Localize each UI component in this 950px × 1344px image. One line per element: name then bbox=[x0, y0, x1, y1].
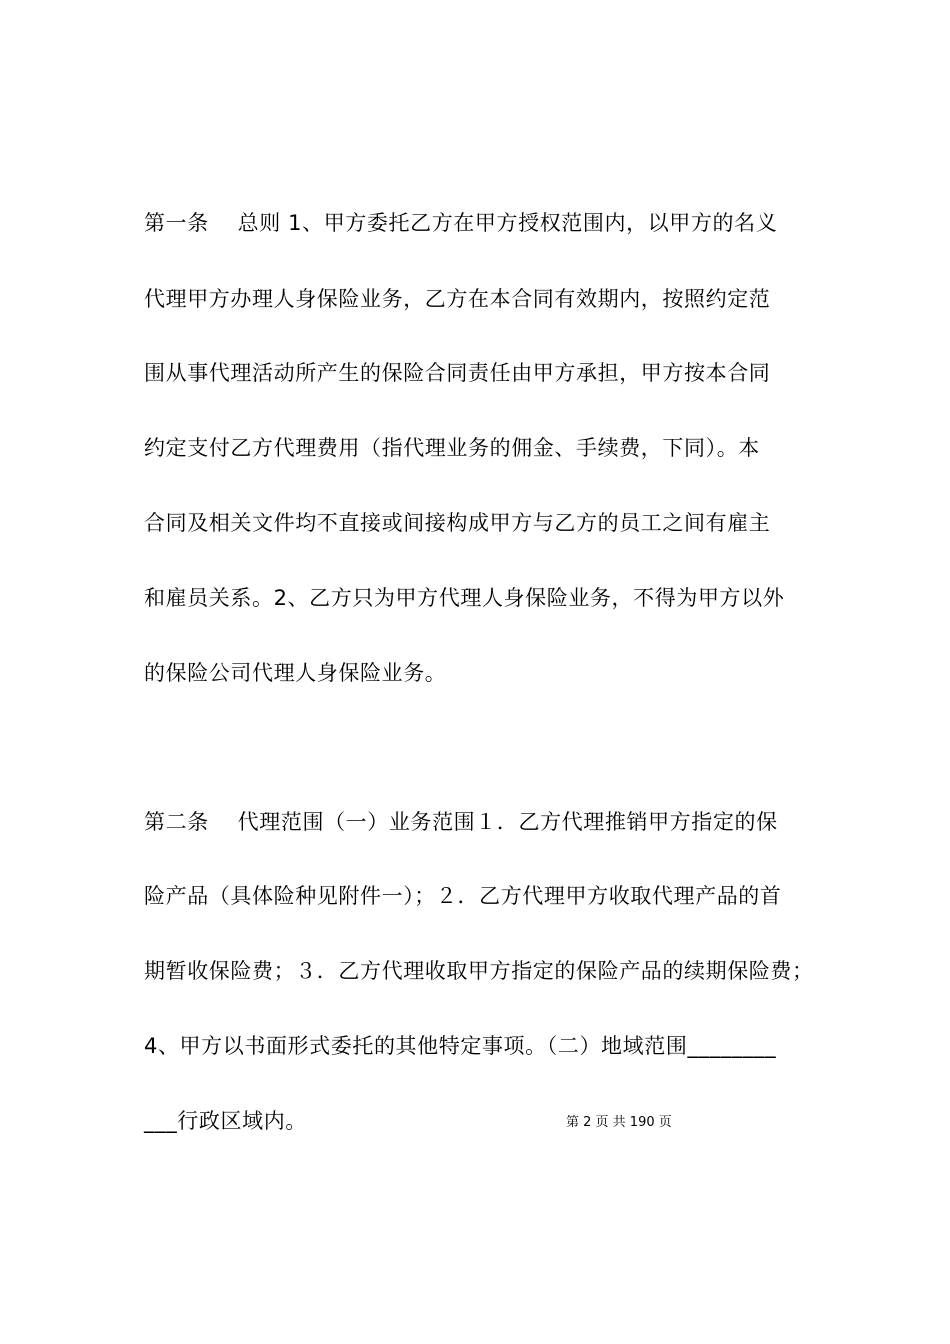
article1-line-7: 的保险公司代理人身保险业务。 bbox=[144, 661, 447, 685]
article1-line-2: 代理甲方办理人身保险业务，乙方在本合同有效期内，按照约定范 bbox=[144, 287, 771, 311]
article1-line-6: 和雇员关系。2、乙方只为甲方代理人身保险业务，不得为甲方以外 bbox=[144, 586, 785, 610]
article2-line-2: 险产品（具体险种见附件一）；２．乙方代理甲方收取代理产品的首 bbox=[144, 884, 782, 908]
article1-line-1: 第一条 总则 1、甲方委托乙方在甲方授权范围内，以甲方的名义 bbox=[144, 211, 778, 235]
article1-line-3: 围从事代理活动所产生的保险合同责任由甲方承担，甲方按本合同 bbox=[144, 361, 771, 385]
article1-line-4: 约定支付乙方代理费用（指代理业务的佣金、手续费，下同）。本 bbox=[144, 436, 760, 460]
article2-line-3: 期暂收保险费；３．乙方代理收取甲方指定的保险产品的续期保险费； bbox=[144, 959, 814, 983]
page-indicator: 第 2 页 共 190 页 bbox=[566, 1115, 672, 1130]
article2-line-1: 第二条 代理范围（一）业务范围１．乙方代理推销甲方指定的保 bbox=[144, 810, 778, 834]
article2-line-4: 4、甲方以书面形式委托的其他特定事项。（二）地域范围________ bbox=[144, 1034, 777, 1058]
article1-line-5: 合同及相关文件均不直接或间接构成甲方与乙方的员工之间有雇主 bbox=[144, 511, 771, 535]
article2-line-5: ___行政区域内。 bbox=[144, 1109, 307, 1133]
